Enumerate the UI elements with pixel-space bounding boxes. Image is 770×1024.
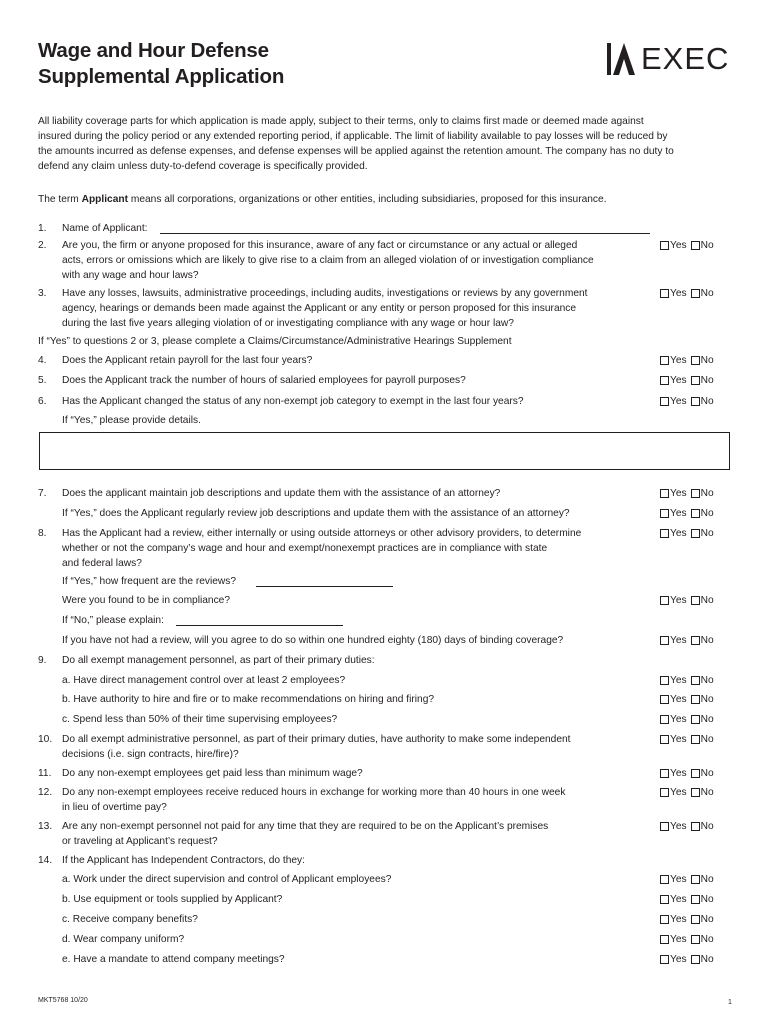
no-label: No — [700, 375, 714, 386]
q14c-no-checkbox[interactable] — [691, 915, 700, 924]
q14e-yes-checkbox[interactable] — [660, 955, 669, 964]
yes-label: Yes — [670, 508, 687, 519]
q1-number: 1. — [38, 223, 47, 234]
q10-line: Do all exempt administrative personnel, as part of their primary duties, have authority to make some independent — [62, 734, 571, 745]
q6-no-checkbox[interactable] — [691, 397, 700, 406]
q14-number: 14. — [38, 855, 53, 866]
q11-number: 11. — [38, 768, 52, 779]
q14e-yes-no — [660, 953, 714, 966]
q12-line: in lieu of overtime pay? — [62, 802, 167, 813]
q14c-yes-checkbox[interactable] — [660, 915, 669, 924]
q10-yes-no — [660, 733, 714, 746]
q13-text — [62, 819, 652, 849]
q7-no-checkbox[interactable] — [691, 489, 700, 498]
no-label: No — [700, 595, 714, 606]
q8-text — [62, 526, 652, 571]
q5-yes-checkbox[interactable] — [660, 376, 669, 385]
q13-yes-checkbox[interactable] — [660, 822, 669, 831]
q7-sub-yes-no — [660, 507, 714, 520]
q2-no-checkbox[interactable] — [691, 241, 700, 250]
q14-text: If the Applicant has Independent Contractors, do they: — [62, 855, 305, 866]
yes-label: Yes — [670, 821, 687, 832]
no-label: No — [700, 934, 714, 945]
q14d-yes-no — [660, 933, 714, 946]
no-label: No — [700, 694, 714, 705]
q3-line: agency, hearings or demands been made against the Applicant or any entity or person proposed for this insurance — [62, 303, 577, 314]
q6-details-note: If “Yes,” please provide details. — [62, 415, 201, 426]
q11-yes-checkbox[interactable] — [660, 769, 669, 778]
q4-yes-checkbox[interactable] — [660, 356, 669, 365]
q12-text — [62, 785, 652, 815]
yes-label: Yes — [670, 288, 687, 299]
q8-yes-checkbox[interactable] — [660, 529, 669, 538]
q14b-text: b. Use equipment or tools supplied by Applicant? — [62, 894, 283, 905]
yes-label: Yes — [670, 734, 687, 745]
no-label: No — [700, 355, 714, 366]
q8-agree-yes-no — [660, 634, 714, 647]
q11-text: Do any non-exempt employees get paid less than minimum wage? — [62, 768, 363, 779]
q7-sub-no-checkbox[interactable] — [691, 509, 700, 518]
q14b-yes-no — [660, 893, 714, 906]
q6-text: Has the Applicant changed the status of any non-exempt job category to exempt in the last four years? — [62, 396, 524, 407]
q9a-yes-checkbox[interactable] — [660, 676, 669, 685]
logo-wordmark: EXEC — [641, 41, 730, 76]
q6-number: 6. — [38, 396, 47, 407]
q3-line: Have any losses, lawsuits, administrative proceedings, including audits, investigations or reviews by any government — [62, 288, 588, 299]
q8-agree-text: If you have not had a review, will you agree to do so within one hundred eighty (180) days of binding coverage? — [62, 635, 564, 646]
q9b-yes-no — [660, 693, 714, 706]
yes-label: Yes — [670, 894, 687, 905]
q14d-text: d. Wear company uniform? — [62, 934, 185, 945]
no-label: No — [700, 787, 714, 798]
q1-label: Name of Applicant: — [62, 223, 148, 234]
q14a-text: a. Work under the direct supervision and control of Applicant employees? — [62, 874, 392, 885]
term-bold: Applicant — [81, 194, 129, 205]
no-label: No — [700, 635, 714, 646]
q7-yes-no — [660, 487, 714, 500]
applicant-name-field[interactable] — [160, 221, 650, 234]
page-number: 1 — [728, 999, 732, 1006]
q3-line: during the last five years alleging violation of or investigating compliance with any wage or hour law? — [62, 318, 514, 329]
q13-no-checkbox[interactable] — [691, 822, 700, 831]
q6-details-box[interactable] — [39, 432, 730, 470]
yes-label: Yes — [670, 355, 687, 366]
yes-label: Yes — [670, 768, 687, 779]
q14b-no-checkbox[interactable] — [691, 895, 700, 904]
q8-compliance-yes-checkbox[interactable] — [660, 596, 669, 605]
intro-line: the amounts incurred as defense expenses, and defense expenses will be applied against the retention amount. The company has no duty to — [38, 146, 674, 157]
q2-yes-no — [660, 239, 714, 252]
no-label: No — [700, 894, 714, 905]
no-label: No — [700, 675, 714, 686]
q5-no-checkbox[interactable] — [691, 376, 700, 385]
q9c-yes-no — [660, 713, 714, 726]
yes-label: Yes — [670, 934, 687, 945]
q10-number: 10. — [38, 734, 53, 745]
q14c-yes-no — [660, 913, 714, 926]
yes-label: Yes — [670, 635, 687, 646]
no-label: No — [700, 714, 714, 725]
q9a-text: a. Have direct management control over at least 2 employees? — [62, 675, 346, 686]
q14c-text: c. Receive company benefits? — [62, 914, 198, 925]
q13-number: 13. — [38, 821, 53, 832]
q8-number: 8. — [38, 528, 47, 539]
q4-text: Does the Applicant retain payroll for the last four years? — [62, 355, 313, 366]
q2-line: with any wage and hour laws? — [62, 270, 199, 281]
yes-label: Yes — [670, 595, 687, 606]
no-label: No — [700, 914, 714, 925]
q8-explain-label: If “No,” please explain: — [62, 615, 164, 626]
yes-label: Yes — [670, 396, 687, 407]
term-suffix: means all corporations, organizations or other entities, including subsidiaries, proposed for this insurance. — [128, 194, 607, 205]
q3-yes-no — [660, 287, 714, 300]
q11-no-checkbox[interactable] — [691, 769, 700, 778]
q5-number: 5. — [38, 375, 47, 386]
no-label: No — [700, 508, 714, 519]
q13-line: Are any non-exempt personnel not paid for any time that they are required to be on the Applicant’s premises — [62, 821, 549, 832]
yes-label: Yes — [670, 240, 687, 251]
q8-no-checkbox[interactable] — [691, 529, 700, 538]
title-line-1: Wage and Hour Defense — [38, 39, 269, 62]
q8-compliance-yes-no — [660, 594, 714, 607]
q9c-no-checkbox[interactable] — [691, 715, 700, 724]
logo-mark-icon — [607, 43, 637, 75]
q12-yes-no — [660, 786, 714, 799]
no-label: No — [700, 954, 714, 965]
q5-text: Does the Applicant track the number of hours of salaried employees for payroll purposes? — [62, 375, 466, 386]
q5-yes-no — [660, 374, 714, 387]
yes-label: Yes — [670, 954, 687, 965]
q10-no-checkbox[interactable] — [691, 735, 700, 744]
q8-compliance-no-checkbox[interactable] — [691, 596, 700, 605]
q14b-yes-checkbox[interactable] — [660, 895, 669, 904]
no-label: No — [700, 768, 714, 779]
intro-paragraph — [38, 114, 730, 174]
no-label: No — [700, 240, 714, 251]
page-title — [38, 38, 284, 90]
q12-line: Do any non-exempt employees receive reduced hours in exchange for working more than 40 hours in one week — [62, 787, 566, 798]
yes-label: Yes — [670, 694, 687, 705]
q8-frequency-label: If “Yes,” how frequent are the reviews? — [62, 576, 237, 587]
yes-label: Yes — [670, 787, 687, 798]
q8-line: whether or not the company’s wage and hour and exempt/nonexempt practices are in compliance with state — [62, 543, 548, 554]
q3-no-checkbox[interactable] — [691, 289, 700, 298]
q9-text: Do all exempt management personnel, as part of their primary duties: — [62, 655, 375, 666]
yes-label: Yes — [670, 714, 687, 725]
no-label: No — [700, 488, 714, 499]
title-line-2: Supplemental Application — [38, 65, 285, 88]
q10-yes-checkbox[interactable] — [660, 735, 669, 744]
q9b-yes-checkbox[interactable] — [660, 695, 669, 704]
compliance-explain-field[interactable] — [176, 613, 343, 626]
q3-yes-checkbox[interactable] — [660, 289, 669, 298]
q9c-yes-checkbox[interactable] — [660, 715, 669, 724]
q8-yes-no — [660, 527, 714, 540]
q7-sub-text: If “Yes,” does the Applicant regularly review job descriptions and update them with the assistance of an attorney? — [62, 508, 570, 519]
q9c-text: c. Spend less than 50% of their time supervising employees? — [62, 714, 338, 725]
q12-no-checkbox[interactable] — [691, 788, 700, 797]
q8-line: Has the Applicant had a review, either internally or using outside attorneys or other advisory providers, to determine — [62, 528, 582, 539]
q3-number: 3. — [38, 288, 47, 299]
q4-number: 4. — [38, 355, 47, 366]
q9b-text: b. Have authority to hire and fire or to make recommendations on hiring and firing? — [62, 694, 435, 705]
q8-agree-no-checkbox[interactable] — [691, 636, 700, 645]
q7-yes-checkbox[interactable] — [660, 489, 669, 498]
q2-number: 2. — [38, 240, 47, 251]
q12-yes-checkbox[interactable] — [660, 788, 669, 797]
q2-q3-supplement-note: If “Yes” to questions 2 or 3, please complete a Claims/Circumstance/Administrative Hearings Supplement — [38, 336, 512, 347]
applicant-definition — [38, 192, 730, 207]
q14a-no-checkbox[interactable] — [691, 875, 700, 884]
yes-label: Yes — [670, 914, 687, 925]
term-prefix: The term — [38, 194, 82, 205]
q8-compliance-text: Were you found to be in compliance? — [62, 595, 231, 606]
q14e-no-checkbox[interactable] — [691, 955, 700, 964]
yes-label: Yes — [670, 874, 687, 885]
q9a-yes-no — [660, 674, 714, 687]
q13-yes-no — [660, 820, 714, 833]
q9b-no-checkbox[interactable] — [691, 695, 700, 704]
q2-text — [62, 238, 652, 283]
q2-yes-checkbox[interactable] — [660, 241, 669, 250]
q6-yes-no — [660, 395, 714, 408]
q4-no-checkbox[interactable] — [691, 356, 700, 365]
yes-label: Yes — [670, 528, 687, 539]
no-label: No — [700, 288, 714, 299]
q11-yes-no — [660, 767, 714, 780]
q12-number: 12. — [38, 787, 53, 798]
q7-sub-yes-checkbox[interactable] — [660, 509, 669, 518]
review-frequency-field[interactable] — [256, 574, 393, 587]
q8-agree-yes-checkbox[interactable] — [660, 636, 669, 645]
company-logo — [607, 42, 729, 76]
q14e-text: e. Have a mandate to attend company meetings? — [62, 954, 285, 965]
form-code: MKT5768 10/20 — [38, 997, 88, 1004]
intro-line: All liability coverage parts for which application is made apply, subject to their terms, only to claims first made or deemed made against — [38, 116, 644, 127]
q7-number: 7. — [38, 488, 47, 499]
q9-number: 9. — [38, 655, 47, 666]
q9a-no-checkbox[interactable] — [691, 676, 700, 685]
no-label: No — [700, 874, 714, 885]
q14d-yes-checkbox[interactable] — [660, 935, 669, 944]
no-label: No — [700, 821, 714, 832]
q10-line: decisions (i.e. sign contracts, hire/fire)? — [62, 749, 239, 760]
q2-line: acts, errors or omissions which are likely to give rise to a claim from an alleged violation of or investigation compliance — [62, 255, 594, 266]
q14a-yes-checkbox[interactable] — [660, 875, 669, 884]
q7-text: Does the applicant maintain job descriptions and update them with the assistance of an attorney? — [62, 488, 501, 499]
q8-line: and federal laws? — [62, 558, 142, 569]
no-label: No — [700, 734, 714, 745]
yes-label: Yes — [670, 488, 687, 499]
q14d-no-checkbox[interactable] — [691, 935, 700, 944]
yes-label: Yes — [670, 675, 687, 686]
q4-yes-no — [660, 354, 714, 367]
yes-label: Yes — [670, 375, 687, 386]
q10-text — [62, 732, 652, 762]
q6-yes-checkbox[interactable] — [660, 397, 669, 406]
intro-line: insured during the policy period or any extended reporting period, if applicable. The limit of liability available to pay losses will be reduced by — [38, 131, 668, 142]
q14a-yes-no — [660, 873, 714, 886]
no-label: No — [700, 396, 714, 407]
q13-line: or traveling at Applicant’s request? — [62, 836, 218, 847]
no-label: No — [700, 528, 714, 539]
q2-line: Are you, the firm or anyone proposed for this insurance, aware of any fact or circumstance or any actual or alleged — [62, 240, 578, 251]
intro-line: defend any claim unless duty-to-defend coverage is specifically provided. — [38, 161, 368, 172]
q3-text — [62, 286, 652, 331]
